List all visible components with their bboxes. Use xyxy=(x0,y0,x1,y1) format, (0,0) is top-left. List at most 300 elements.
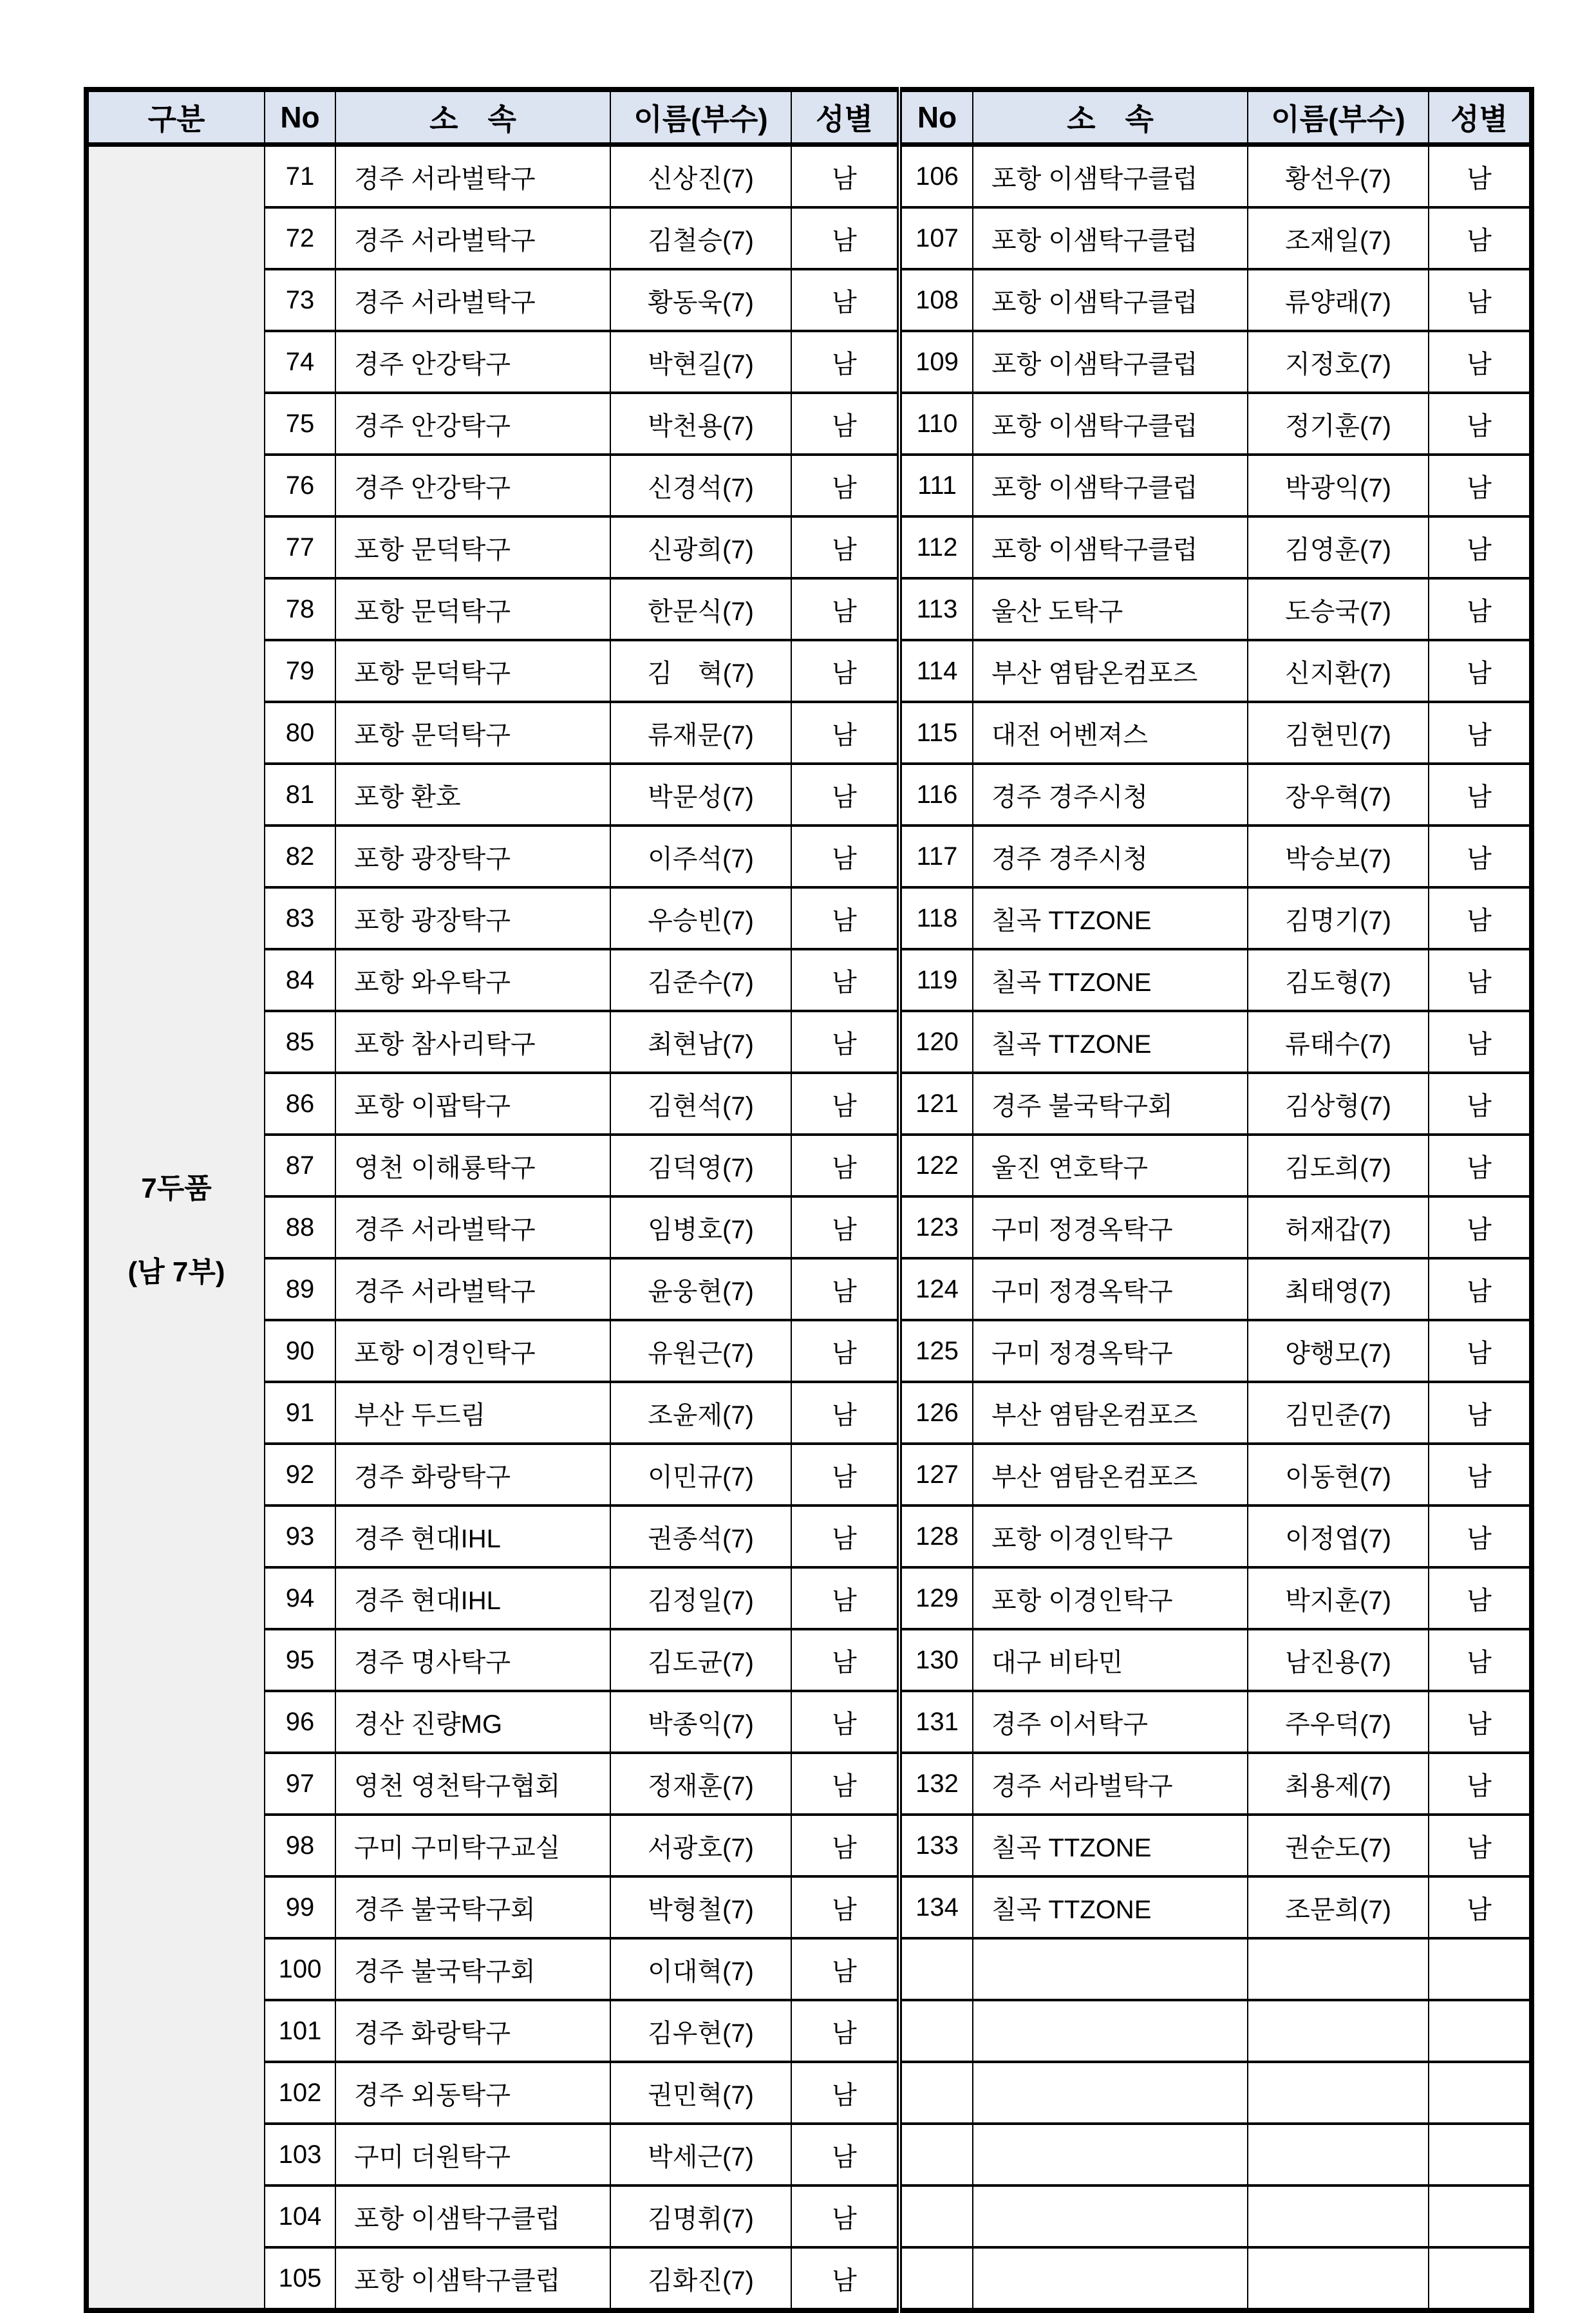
right-team-cell: 경주 불국탁구회 xyxy=(973,1073,1248,1135)
left-no-cell: 90 xyxy=(265,1320,335,1382)
left-no-cell: 77 xyxy=(265,516,335,578)
left-name-cell: 임병호(7) xyxy=(610,1196,791,1258)
left-team-cell: 경주 외동탁구 xyxy=(335,2062,610,2124)
left-name-cell: 신경석(7) xyxy=(610,455,791,516)
right-team-cell: 울산 도탁구 xyxy=(973,578,1248,640)
right-team-cell: 부산 염탐온컴포즈 xyxy=(973,640,1248,702)
left-gender-cell: 남 xyxy=(791,2247,899,2310)
left-gender-cell: 남 xyxy=(791,1320,899,1382)
right-team-cell: 칠곡 TTZONE xyxy=(973,1815,1248,1876)
left-no-cell: 104 xyxy=(265,2186,335,2247)
left-gender-cell: 남 xyxy=(791,393,899,455)
left-team-cell: 경주 서라벌탁구 xyxy=(335,207,610,269)
header-category: 구분 xyxy=(86,90,265,145)
right-name-cell: 김명기(7) xyxy=(1248,887,1429,949)
left-gender-cell: 남 xyxy=(791,1691,899,1753)
left-name-cell: 한문식(7) xyxy=(610,578,791,640)
left-name-cell: 김철승(7) xyxy=(610,207,791,269)
table-row xyxy=(86,1258,1532,1320)
right-gender-cell: 남 xyxy=(1429,949,1532,1011)
right-no-cell: 125 xyxy=(899,1320,973,1382)
left-gender-cell: 남 xyxy=(791,1382,899,1444)
left-no-cell: 76 xyxy=(265,455,335,516)
left-team-cell: 포항 이팝탁구 xyxy=(335,1073,610,1135)
left-name-cell: 조윤제(7) xyxy=(610,1382,791,1444)
table-row xyxy=(86,1876,1532,1938)
left-team-cell: 경주 서라벌탁구 xyxy=(335,269,610,331)
header-name-right: 이름(부수) xyxy=(1248,90,1429,145)
left-name-cell: 황동욱(7) xyxy=(610,269,791,331)
left-team-cell: 포항 참사리탁구 xyxy=(335,1011,610,1073)
right-name-cell: 류태수(7) xyxy=(1248,1011,1429,1073)
right-no-cell: 130 xyxy=(899,1629,973,1691)
right-name-cell: 양행모(7) xyxy=(1248,1320,1429,1382)
right-name-cell xyxy=(1248,2186,1429,2247)
left-no-cell: 79 xyxy=(265,640,335,702)
left-team-cell: 경주 현대IHL xyxy=(335,1567,610,1629)
right-no-cell xyxy=(899,2247,973,2310)
right-name-cell xyxy=(1248,2124,1429,2186)
right-team-cell: 구미 정경옥탁구 xyxy=(973,1320,1248,1382)
right-name-cell: 최태영(7) xyxy=(1248,1258,1429,1320)
right-team-cell xyxy=(973,2124,1248,2186)
table-row xyxy=(86,578,1532,640)
left-team-cell: 경주 안강탁구 xyxy=(335,455,610,516)
left-no-cell: 89 xyxy=(265,1258,335,1320)
left-gender-cell: 남 xyxy=(791,2124,899,2186)
right-team-cell xyxy=(973,2186,1248,2247)
left-name-cell: 김덕영(7) xyxy=(610,1135,791,1196)
table-row xyxy=(86,145,1532,208)
left-team-cell: 경주 안강탁구 xyxy=(335,393,610,455)
left-no-cell: 88 xyxy=(265,1196,335,1258)
right-name-cell xyxy=(1248,2247,1429,2310)
header-gender-left: 성별 xyxy=(791,90,899,145)
left-team-cell: 구미 더원탁구 xyxy=(335,2124,610,2186)
left-team-cell: 경주 서라벌탁구 xyxy=(335,1258,610,1320)
left-no-cell: 96 xyxy=(265,1691,335,1753)
left-gender-cell: 남 xyxy=(791,1011,899,1073)
right-gender-cell xyxy=(1429,2000,1532,2062)
table-row xyxy=(86,331,1532,393)
right-team-cell: 포항 이샘탁구클럽 xyxy=(973,516,1248,578)
left-no-cell: 94 xyxy=(265,1567,335,1629)
right-gender-cell: 남 xyxy=(1429,1876,1532,1938)
left-team-cell: 포항 문덕탁구 xyxy=(335,702,610,764)
right-team-cell: 칠곡 TTZONE xyxy=(973,1011,1248,1073)
left-no-cell: 82 xyxy=(265,826,335,887)
right-no-cell: 119 xyxy=(899,949,973,1011)
right-gender-cell: 남 xyxy=(1429,578,1532,640)
right-name-cell xyxy=(1248,2062,1429,2124)
table-row xyxy=(86,887,1532,949)
right-name-cell: 김도형(7) xyxy=(1248,949,1429,1011)
category-cell xyxy=(86,145,265,2311)
right-no-cell: 124 xyxy=(899,1258,973,1320)
table-row xyxy=(86,1320,1532,1382)
right-gender-cell: 남 xyxy=(1429,269,1532,331)
right-gender-cell: 남 xyxy=(1429,1073,1532,1135)
right-no-cell xyxy=(899,2186,973,2247)
right-team-cell: 포항 이샘탁구클럽 xyxy=(973,145,1248,208)
table-row xyxy=(86,1196,1532,1258)
left-name-cell: 박문성(7) xyxy=(610,764,791,826)
left-name-cell: 박현길(7) xyxy=(610,331,791,393)
right-no-cell: 109 xyxy=(899,331,973,393)
right-team-cell xyxy=(973,2062,1248,2124)
left-name-cell: 유원근(7) xyxy=(610,1320,791,1382)
table-row xyxy=(86,207,1532,269)
right-no-cell: 134 xyxy=(899,1876,973,1938)
table-row xyxy=(86,1567,1532,1629)
right-gender-cell: 남 xyxy=(1429,1691,1532,1753)
right-no-cell xyxy=(899,2062,973,2124)
header-no-right: No xyxy=(899,90,973,145)
left-no-cell: 95 xyxy=(265,1629,335,1691)
right-name-cell: 허재갑(7) xyxy=(1248,1196,1429,1258)
right-no-cell: 132 xyxy=(899,1753,973,1815)
left-team-cell: 경주 안강탁구 xyxy=(335,331,610,393)
table-row xyxy=(86,702,1532,764)
left-gender-cell: 남 xyxy=(791,1629,899,1691)
left-name-cell: 김 혁(7) xyxy=(610,640,791,702)
right-no-cell: 133 xyxy=(899,1815,973,1876)
left-gender-cell: 남 xyxy=(791,145,899,208)
left-no-cell: 72 xyxy=(265,207,335,269)
left-name-cell: 김준수(7) xyxy=(610,949,791,1011)
left-name-cell: 신상진(7) xyxy=(610,145,791,208)
right-name-cell: 조재일(7) xyxy=(1248,207,1429,269)
left-no-cell: 85 xyxy=(265,1011,335,1073)
left-no-cell: 74 xyxy=(265,331,335,393)
right-no-cell: 116 xyxy=(899,764,973,826)
table-row xyxy=(86,269,1532,331)
left-name-cell: 최현남(7) xyxy=(610,1011,791,1073)
left-team-cell: 경주 명사탁구 xyxy=(335,1629,610,1691)
table-row xyxy=(86,2000,1532,2062)
left-team-cell: 경주 현대IHL xyxy=(335,1506,610,1567)
right-name-cell: 이정엽(7) xyxy=(1248,1506,1429,1567)
right-team-cell: 울진 연호탁구 xyxy=(973,1135,1248,1196)
left-no-cell: 97 xyxy=(265,1753,335,1815)
category-line2: (남 7부) xyxy=(127,1256,225,1288)
right-gender-cell: 남 xyxy=(1429,1444,1532,1506)
right-gender-cell: 남 xyxy=(1429,1382,1532,1444)
table-row xyxy=(86,2247,1532,2310)
left-no-cell: 91 xyxy=(265,1382,335,1444)
right-team-cell: 대구 비타민 xyxy=(973,1629,1248,1691)
right-name-cell: 도승국(7) xyxy=(1248,578,1429,640)
right-no-cell: 110 xyxy=(899,393,973,455)
right-no-cell: 122 xyxy=(899,1135,973,1196)
left-team-cell: 영천 이해룡탁구 xyxy=(335,1135,610,1196)
table-row xyxy=(86,1011,1532,1073)
right-team-cell: 부산 염탐온컴포즈 xyxy=(973,1382,1248,1444)
right-gender-cell: 남 xyxy=(1429,887,1532,949)
right-team-cell: 포항 이샘탁구클럽 xyxy=(973,269,1248,331)
left-gender-cell: 남 xyxy=(791,826,899,887)
header-team-right: 소 속 xyxy=(973,90,1248,145)
right-team-cell: 대전 어벤져스 xyxy=(973,702,1248,764)
right-gender-cell: 남 xyxy=(1429,640,1532,702)
right-no-cell: 114 xyxy=(899,640,973,702)
right-team-cell: 포항 이샘탁구클럽 xyxy=(973,331,1248,393)
table-row xyxy=(86,1073,1532,1135)
left-gender-cell: 남 xyxy=(791,949,899,1011)
left-team-cell: 포항 문덕탁구 xyxy=(335,516,610,578)
right-no-cell: 106 xyxy=(899,145,973,208)
right-no-cell: 131 xyxy=(899,1691,973,1753)
right-no-cell: 120 xyxy=(899,1011,973,1073)
table-row xyxy=(86,2124,1532,2186)
left-team-cell: 경주 불국탁구회 xyxy=(335,1876,610,1938)
left-no-cell: 103 xyxy=(265,2124,335,2186)
right-name-cell: 권순도(7) xyxy=(1248,1815,1429,1876)
right-gender-cell: 남 xyxy=(1429,1567,1532,1629)
left-no-cell: 101 xyxy=(265,2000,335,2062)
right-gender-cell: 남 xyxy=(1429,764,1532,826)
left-no-cell: 92 xyxy=(265,1444,335,1506)
left-team-cell: 경주 서라벌탁구 xyxy=(335,1196,610,1258)
left-team-cell: 포항 광장탁구 xyxy=(335,826,610,887)
table-row xyxy=(86,1938,1532,2000)
left-gender-cell: 남 xyxy=(791,1876,899,1938)
left-gender-cell: 남 xyxy=(791,269,899,331)
right-team-cell: 구미 정경옥탁구 xyxy=(973,1196,1248,1258)
left-gender-cell: 남 xyxy=(791,1073,899,1135)
left-team-cell: 포항 이샘탁구클럽 xyxy=(335,2186,610,2247)
left-name-cell: 김화진(7) xyxy=(610,2247,791,2310)
right-gender-cell: 남 xyxy=(1429,1196,1532,1258)
right-gender-cell: 남 xyxy=(1429,455,1532,516)
left-name-cell: 박천용(7) xyxy=(610,393,791,455)
left-gender-cell: 남 xyxy=(791,1444,899,1506)
left-gender-cell: 남 xyxy=(791,764,899,826)
left-name-cell: 박세근(7) xyxy=(610,2124,791,2186)
right-no-cell: 115 xyxy=(899,702,973,764)
left-team-cell: 포항 문덕탁구 xyxy=(335,578,610,640)
left-name-cell: 서광호(7) xyxy=(610,1815,791,1876)
right-gender-cell: 남 xyxy=(1429,145,1532,208)
left-name-cell: 권종석(7) xyxy=(610,1506,791,1567)
table-row xyxy=(86,1382,1532,1444)
left-gender-cell: 남 xyxy=(791,1506,899,1567)
right-no-cell: 121 xyxy=(899,1073,973,1135)
right-team-cell xyxy=(973,2247,1248,2310)
right-no-cell xyxy=(899,2000,973,2062)
left-name-cell: 이대혁(7) xyxy=(610,1938,791,2000)
left-team-cell: 포항 이경인탁구 xyxy=(335,1320,610,1382)
left-name-cell: 박형철(7) xyxy=(610,1876,791,1938)
table-row xyxy=(86,2062,1532,2124)
right-no-cell: 113 xyxy=(899,578,973,640)
left-gender-cell: 남 xyxy=(791,1938,899,2000)
table-row xyxy=(86,2186,1532,2247)
right-name-cell: 조문희(7) xyxy=(1248,1876,1429,1938)
left-team-cell: 포항 와우탁구 xyxy=(335,949,610,1011)
right-gender-cell xyxy=(1429,2062,1532,2124)
right-name-cell: 최용제(7) xyxy=(1248,1753,1429,1815)
left-gender-cell: 남 xyxy=(791,578,899,640)
right-no-cell: 123 xyxy=(899,1196,973,1258)
left-no-cell: 71 xyxy=(265,145,335,208)
right-name-cell: 김민준(7) xyxy=(1248,1382,1429,1444)
right-team-cell xyxy=(973,2000,1248,2062)
left-team-cell: 포항 환호 xyxy=(335,764,610,826)
left-gender-cell: 남 xyxy=(791,455,899,516)
left-gender-cell: 남 xyxy=(791,1258,899,1320)
right-no-cell: 111 xyxy=(899,455,973,516)
table-row xyxy=(86,1629,1532,1691)
left-name-cell: 신광희(7) xyxy=(610,516,791,578)
left-name-cell: 윤웅현(7) xyxy=(610,1258,791,1320)
left-gender-cell: 남 xyxy=(791,331,899,393)
right-no-cell xyxy=(899,2124,973,2186)
right-team-cell: 부산 염탐온컴포즈 xyxy=(973,1444,1248,1506)
right-no-cell: 128 xyxy=(899,1506,973,1567)
left-name-cell: 정재훈(7) xyxy=(610,1753,791,1815)
left-no-cell: 99 xyxy=(265,1876,335,1938)
right-gender-cell: 남 xyxy=(1429,826,1532,887)
right-no-cell: 118 xyxy=(899,887,973,949)
right-no-cell: 117 xyxy=(899,826,973,887)
table-row xyxy=(86,949,1532,1011)
right-team-cell: 구미 정경옥탁구 xyxy=(973,1258,1248,1320)
left-team-cell: 경주 화랑탁구 xyxy=(335,1444,610,1506)
right-team-cell: 칠곡 TTZONE xyxy=(973,949,1248,1011)
left-no-cell: 73 xyxy=(265,269,335,331)
category-line1: 7두품 xyxy=(141,1173,212,1204)
right-name-cell: 박광익(7) xyxy=(1248,455,1429,516)
right-name-cell: 김도희(7) xyxy=(1248,1135,1429,1196)
table-row xyxy=(86,393,1532,455)
left-team-cell: 경주 불국탁구회 xyxy=(335,1938,610,2000)
right-team-cell xyxy=(973,1938,1248,2000)
left-gender-cell: 남 xyxy=(791,1567,899,1629)
left-name-cell: 김도균(7) xyxy=(610,1629,791,1691)
right-name-cell: 박지훈(7) xyxy=(1248,1567,1429,1629)
right-gender-cell: 남 xyxy=(1429,207,1532,269)
right-name-cell: 박승보(7) xyxy=(1248,826,1429,887)
right-gender-cell: 남 xyxy=(1429,702,1532,764)
table-row xyxy=(86,1506,1532,1567)
left-no-cell: 86 xyxy=(265,1073,335,1135)
right-gender-cell: 남 xyxy=(1429,1629,1532,1691)
left-gender-cell: 남 xyxy=(791,2062,899,2124)
right-name-cell: 지정호(7) xyxy=(1248,331,1429,393)
header-gender-right: 성별 xyxy=(1429,90,1532,145)
right-gender-cell: 남 xyxy=(1429,1753,1532,1815)
left-team-cell: 경주 화랑탁구 xyxy=(335,2000,610,2062)
header-no-left: No xyxy=(265,90,335,145)
right-name-cell: 장우혁(7) xyxy=(1248,764,1429,826)
right-no-cell: 127 xyxy=(899,1444,973,1506)
right-name-cell: 신지환(7) xyxy=(1248,640,1429,702)
left-no-cell: 93 xyxy=(265,1506,335,1567)
right-name-cell: 정기훈(7) xyxy=(1248,393,1429,455)
left-team-cell: 영천 영천탁구협회 xyxy=(335,1753,610,1815)
left-gender-cell: 남 xyxy=(791,887,899,949)
left-no-cell: 87 xyxy=(265,1135,335,1196)
right-gender-cell: 남 xyxy=(1429,1506,1532,1567)
left-gender-cell: 남 xyxy=(791,516,899,578)
right-gender-cell xyxy=(1429,1938,1532,2000)
right-no-cell: 107 xyxy=(899,207,973,269)
left-no-cell: 102 xyxy=(265,2062,335,2124)
table-row xyxy=(86,1815,1532,1876)
left-no-cell: 83 xyxy=(265,887,335,949)
left-no-cell: 80 xyxy=(265,702,335,764)
right-gender-cell: 남 xyxy=(1429,1815,1532,1876)
table-row xyxy=(86,1753,1532,1815)
right-no-cell: 112 xyxy=(899,516,973,578)
right-team-cell: 경주 경주시청 xyxy=(973,764,1248,826)
right-team-cell: 포항 이경인탁구 xyxy=(973,1506,1248,1567)
left-gender-cell: 남 xyxy=(791,1196,899,1258)
left-gender-cell: 남 xyxy=(791,702,899,764)
left-no-cell: 75 xyxy=(265,393,335,455)
left-no-cell: 78 xyxy=(265,578,335,640)
left-name-cell: 김현석(7) xyxy=(610,1073,791,1135)
right-name-cell: 류양래(7) xyxy=(1248,269,1429,331)
right-gender-cell: 남 xyxy=(1429,1320,1532,1382)
right-team-cell: 포항 이샘탁구클럽 xyxy=(973,207,1248,269)
left-team-cell: 경산 진량MG xyxy=(335,1691,610,1753)
right-team-cell: 경주 경주시청 xyxy=(973,826,1248,887)
roster-sheet xyxy=(84,87,1534,2313)
left-gender-cell: 남 xyxy=(791,1135,899,1196)
left-name-cell: 류재문(7) xyxy=(610,702,791,764)
right-team-cell: 포항 이경인탁구 xyxy=(973,1567,1248,1629)
left-no-cell: 98 xyxy=(265,1815,335,1876)
header-row xyxy=(86,90,1532,145)
right-name-cell: 김영훈(7) xyxy=(1248,516,1429,578)
table-row xyxy=(86,826,1532,887)
left-name-cell: 김명휘(7) xyxy=(610,2186,791,2247)
table-row xyxy=(86,1135,1532,1196)
right-gender-cell xyxy=(1429,2247,1532,2310)
left-gender-cell: 남 xyxy=(791,640,899,702)
right-name-cell xyxy=(1248,1938,1429,2000)
header-name-left: 이름(부수) xyxy=(610,90,791,145)
right-name-cell: 남진용(7) xyxy=(1248,1629,1429,1691)
left-gender-cell: 남 xyxy=(791,2000,899,2062)
left-team-cell: 포항 광장탁구 xyxy=(335,887,610,949)
left-team-cell: 구미 구미탁구교실 xyxy=(335,1815,610,1876)
right-gender-cell: 남 xyxy=(1429,1135,1532,1196)
table-row xyxy=(86,1444,1532,1506)
table-row xyxy=(86,1691,1532,1753)
right-no-cell: 126 xyxy=(899,1382,973,1444)
left-name-cell: 이민규(7) xyxy=(610,1444,791,1506)
right-team-cell: 칠곡 TTZONE xyxy=(973,887,1248,949)
right-team-cell: 포항 이샘탁구클럽 xyxy=(973,393,1248,455)
right-name-cell: 이동현(7) xyxy=(1248,1444,1429,1506)
right-name-cell: 김현민(7) xyxy=(1248,702,1429,764)
participants-table xyxy=(84,87,1534,2313)
left-name-cell: 김우현(7) xyxy=(610,2000,791,2062)
left-gender-cell: 남 xyxy=(791,1815,899,1876)
right-gender-cell: 남 xyxy=(1429,1258,1532,1320)
right-name-cell: 주우덕(7) xyxy=(1248,1691,1429,1753)
left-team-cell: 부산 두드림 xyxy=(335,1382,610,1444)
table-row xyxy=(86,516,1532,578)
right-gender-cell: 남 xyxy=(1429,331,1532,393)
right-team-cell: 경주 서라벌탁구 xyxy=(973,1753,1248,1815)
right-no-cell xyxy=(899,1938,973,2000)
left-team-cell: 포항 이샘탁구클럽 xyxy=(335,2247,610,2310)
left-name-cell: 우승빈(7) xyxy=(610,887,791,949)
